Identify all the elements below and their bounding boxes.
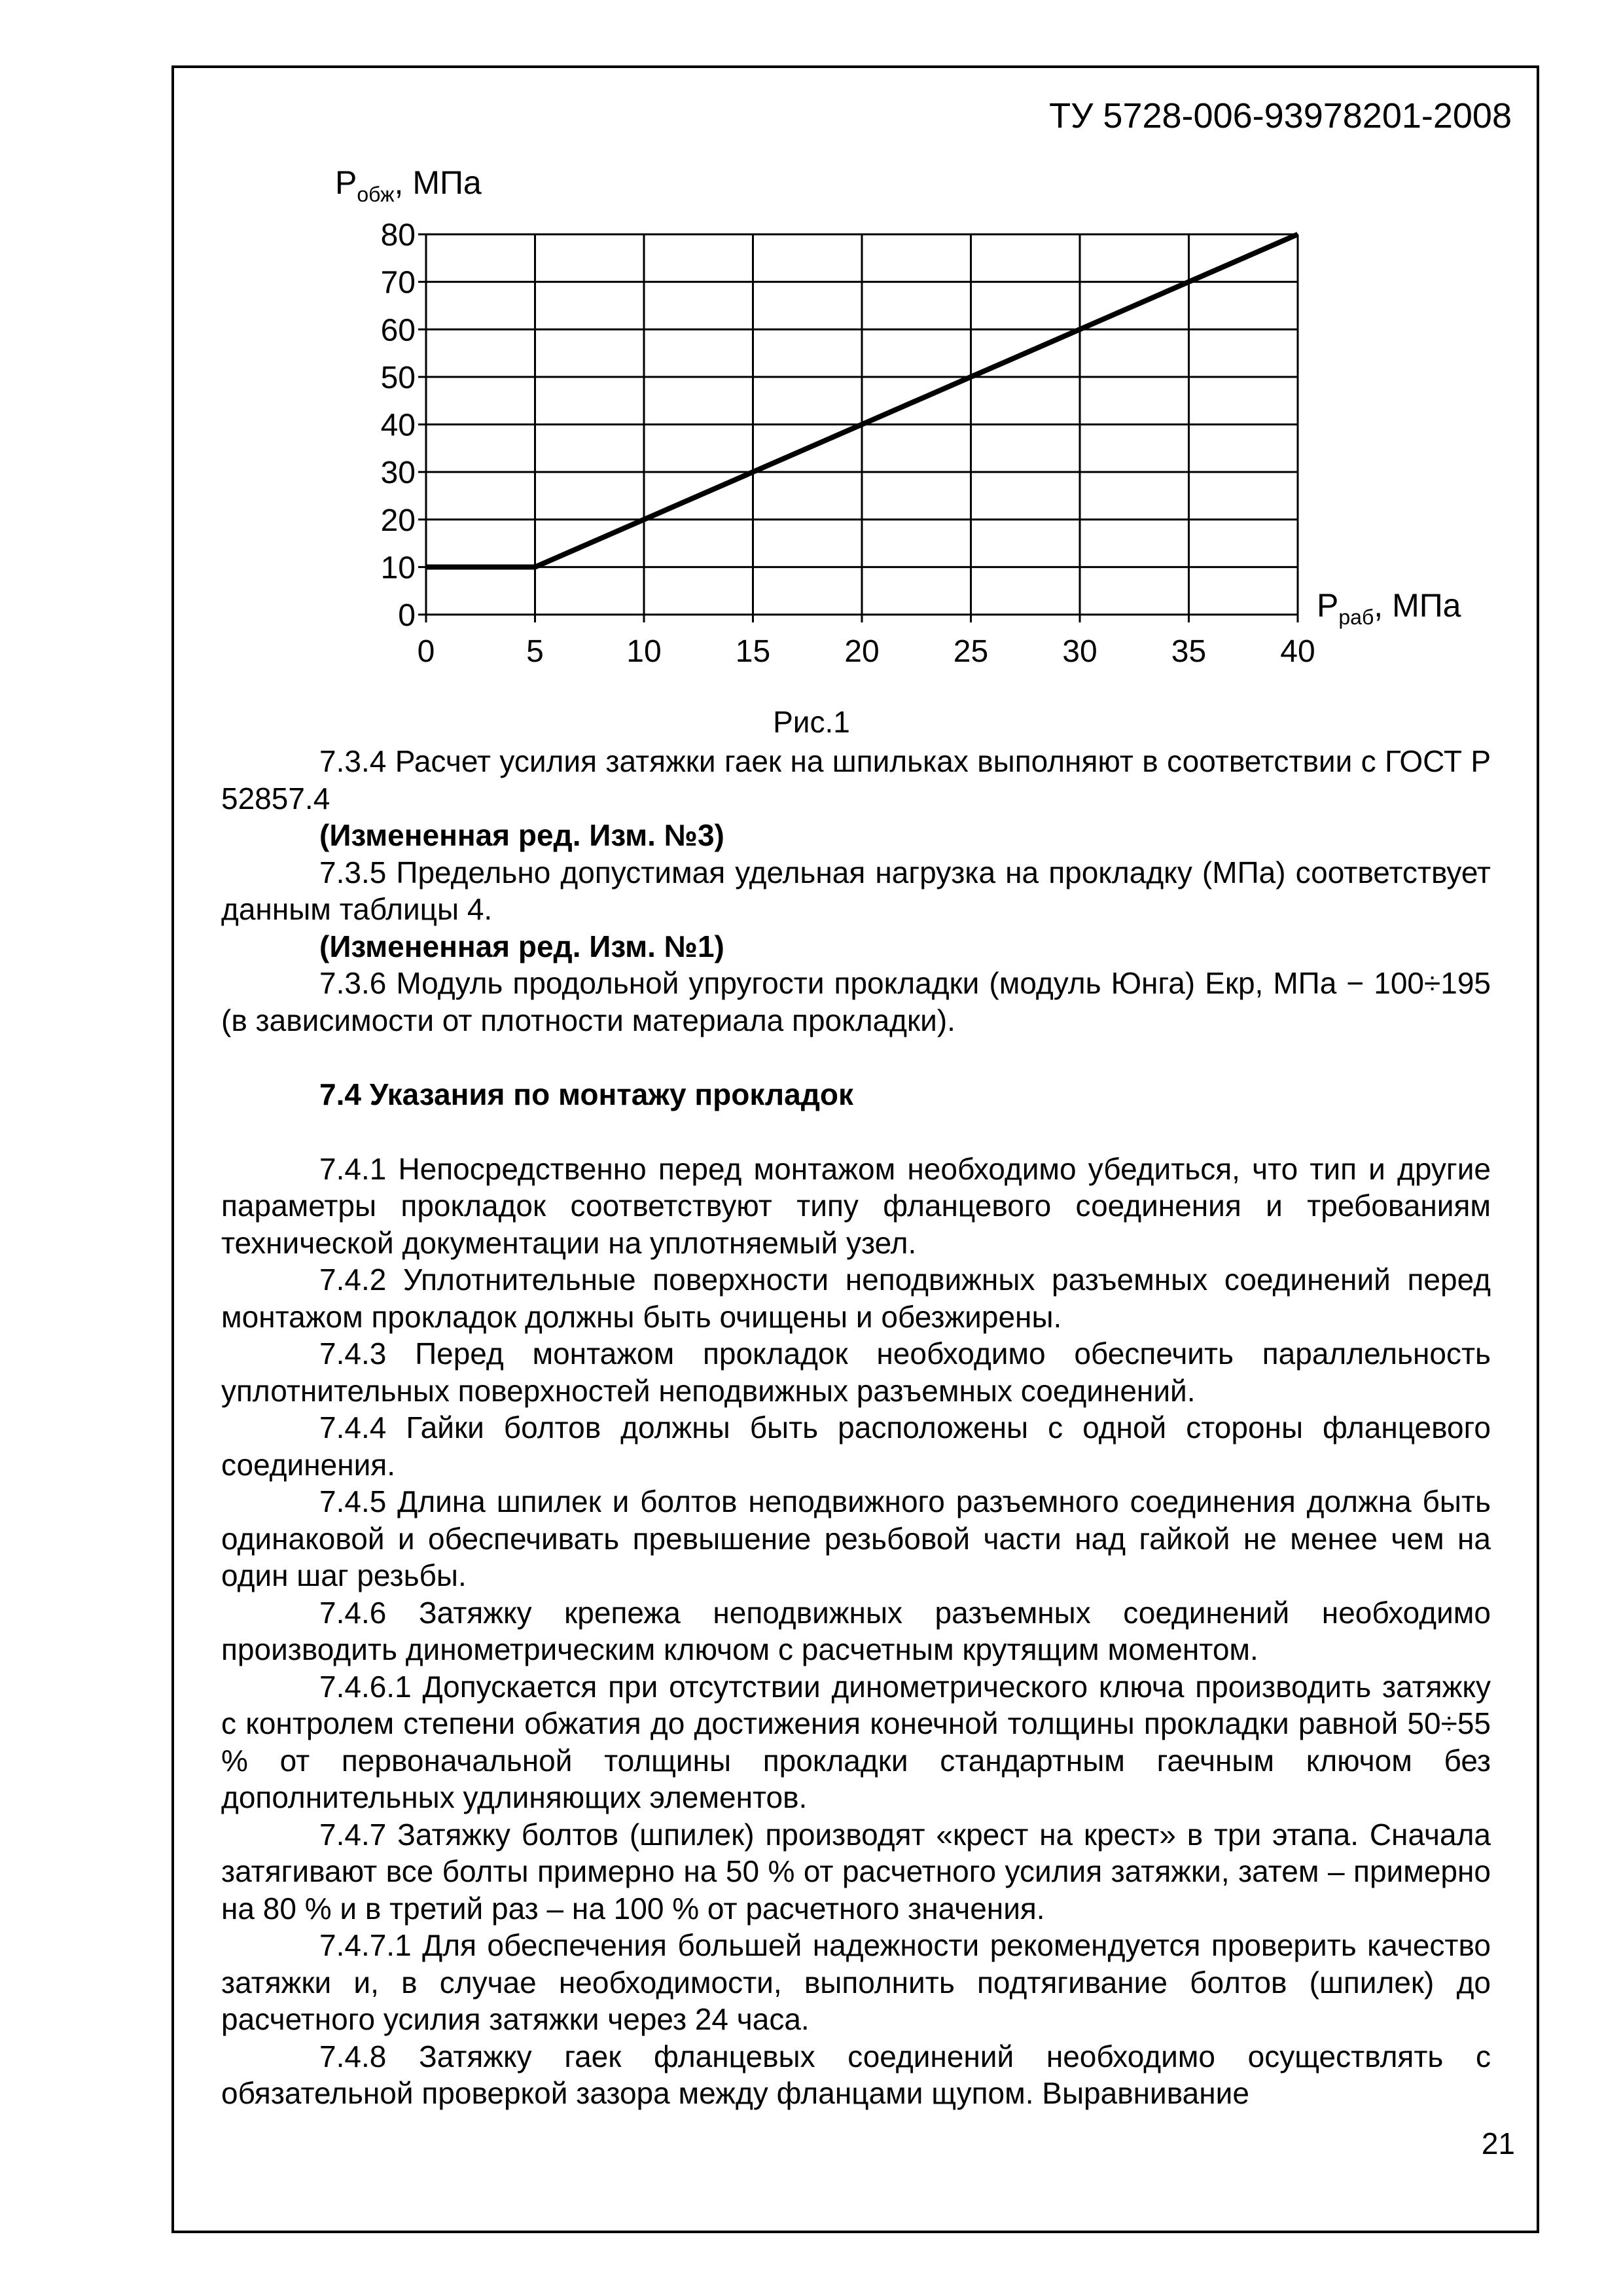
x-tick-label: 0: [417, 634, 435, 669]
paragraph-7-4-1: 7.4.1 Непосредственно перед монтажом необходимо убедиться, что тип и другие параметры прокладок соответствуют типу фланцевого соединения и требованиям технической документации на уплотняемый узел.: [221, 1151, 1491, 1260]
document-code: ТУ 5728-006-93978201-2008: [1049, 96, 1512, 135]
paragraph-7-4-6-1: 7.4.6.1 Допускается при отсутствии динометрического ключа производить затяжку с контролем степени обжатия до достижения конечной толщины прокладки равной 50÷55 % от первоначальной толщины прокладки стандартным гаечным ключом без дополнительных удлиняющих элементов.: [221, 1669, 1491, 1814]
x-tick-label: 30: [1062, 634, 1097, 669]
y-tick-label: 10: [380, 550, 416, 586]
y-tick-label: 20: [380, 503, 416, 538]
x-tick-label: 20: [844, 634, 880, 669]
x-tick-label: 35: [1171, 634, 1207, 669]
page-number: 21: [1481, 2126, 1515, 2161]
amendment-note-1: (Измененная ред. Изм. №1): [319, 929, 724, 963]
paragraph-7-3-4: 7.3.4 Расчет усилия затяжки гаек на шпильках выполняют в соответствии с ГОСТ Р 52857.4: [221, 744, 1491, 816]
paragraph-7-3-6: 7.3.6 Модуль продольной упругости прокладки (модуль Юнга) Екр, МПа − 100÷195 (в зависимости от плотности материала прокладки).: [221, 966, 1491, 1037]
y-tick-label: 70: [380, 265, 416, 300]
y-tick-label: 40: [380, 408, 416, 443]
paragraph-7-4-6: 7.4.6 Затяжку крепежа неподвижных разъемных соединений необходимо производить динометрическим ключом с расчетным крутящим моментом.: [221, 1595, 1491, 1666]
x-tick-label: 40: [1280, 634, 1315, 669]
section-heading-7-4: 7.4 Указания по монтажу прокладок: [319, 1077, 854, 1111]
paragraph-7-4-5: 7.4.5 Длина шпилек и болтов неподвижного разъемного соединения должна быть одинаковой и обеспечивать превышение резьбовой части над гайкой не менее чем на один шаг резьбы.: [221, 1484, 1491, 1592]
y-axis-label: $P_{обж}$, МПа: [335, 164, 482, 206]
paragraph-7-4-4: 7.4.4 Гайки болтов должны быть расположены с одной стороны фланцевого соединения.: [221, 1410, 1491, 1482]
paragraph-7-4-3: 7.4.3 Перед монтажом прокладок необходимо обеспечить параллельность уплотнительных поверхностей неподвижных разъемных соединений.: [221, 1336, 1491, 1408]
y-tick-label: 0: [398, 598, 416, 633]
paragraph-7-4-7: 7.4.7 Затяжку болтов (шпилек) производят «крест на крест» в три этапа. Сначала затягивают все болты примерно на 50 % от расчетного усилия затяжки, затем – примерно на 80 % и в третий раз – на 100 % от расчетного значения.: [221, 1817, 1491, 1926]
figure-chart: [0, 0, 1623, 694]
body-text: [221, 743, 1491, 2112]
x-tick-label: 25: [953, 634, 989, 669]
x-tick-label: 10: [626, 634, 662, 669]
y-tick-label: 60: [380, 313, 416, 348]
paragraph-7-4-2: 7.4.2 Уплотнительные поверхности неподвижных разъемных соединений перед монтажом прокладок должны быть очищены и обезжирены.: [221, 1263, 1491, 1334]
figure-caption: Рис.1: [773, 705, 850, 739]
paragraph-7-4-8: 7.4.8 Затяжку гаек фланцевых соединений необходимо осуществлять с обязательной проверкой зазора между фланцами щупом. Выравнивание: [221, 2039, 1491, 2110]
x-axis-label: $P_{раб}$, МПа: [1317, 587, 1461, 629]
x-tick-label: 15: [735, 634, 771, 669]
paragraph-7-3-5: 7.3.5 Предельно допустимая удельная нагрузка на прокладку (МПа) соответствует данным таблицы 4.: [221, 855, 1491, 926]
y-tick-label: 50: [380, 360, 416, 395]
paragraph-7-4-7-1: 7.4.7.1 Для обеспечения большей надежности рекомендуется проверить качество затяжки и, в случае необходимости, выполнить подтягивание болтов (шпилек) до расчетного усилия затяжки через 24 часа.: [221, 1928, 1491, 2036]
amendment-note-3: (Измененная ред. Изм. №3): [319, 818, 724, 852]
y-tick-label: 30: [380, 456, 416, 491]
x-tick-label: 5: [526, 634, 544, 669]
y-tick-label: 80: [380, 218, 416, 253]
